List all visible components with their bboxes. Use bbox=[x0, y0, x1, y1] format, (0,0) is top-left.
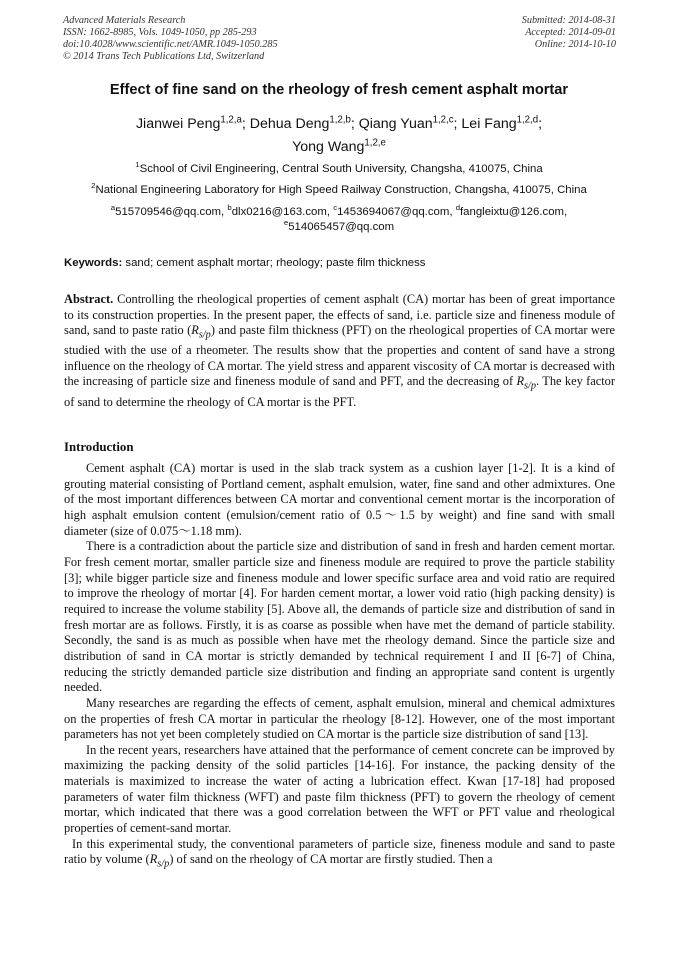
submitted-date: Submitted: 2014-08-31 bbox=[521, 15, 616, 26]
paragraph: In the recent years, researchers have attained that the performance of cement concrete can be improved by maximizing the packing density of the solid particles [14-16]. For instance, the packing density of the materials is maximized to increase the water of acting a lubrication effect. Kwan [17-18] had proposed parameters of water film thickness (WFT) and paste film thickness (PFT) to govern the rheology of cement mortar, which indicated that there was a good correlation between the WFT or PFT value and rheological properties of cement-sand mortar. bbox=[64, 742, 615, 836]
email-address: fangleixtu@126.com bbox=[460, 206, 565, 218]
email-sup: c bbox=[333, 203, 338, 213]
abstract bbox=[64, 292, 615, 410]
rsp-subscript: s/p bbox=[524, 380, 537, 392]
paragraph bbox=[64, 837, 615, 873]
introduction-body bbox=[64, 461, 615, 873]
author-sup: 1,2,d bbox=[516, 114, 539, 126]
abstract-text-3: . The key factor of sand to determine the rheology of CA mortar is the PFT. bbox=[64, 374, 615, 409]
paragraph: Cement asphalt (CA) mortar is used in the slab track system as a cushion layer [1-2]. It is a kind of grouting material consisting of Portland cement, asphalt emulsion, water, fine sand and other admixtures. One of the most important differences between CA mortar and conventional cement mortar is the incorporation of high asphalt emulsion content (emulsion/cement ratio of 0.5～1.5 by weight) and fine sand with small diameter (size of 0.075～1.18 mm). bbox=[64, 461, 615, 538]
accepted-date: Accepted: 2014-09-01 bbox=[525, 27, 616, 38]
author-name: Jianwei Peng bbox=[135, 116, 221, 132]
rsp-subscript: s/p bbox=[198, 329, 211, 341]
section-heading-introduction: Introduction bbox=[64, 440, 134, 454]
author-sup: 1,2,a bbox=[220, 114, 242, 126]
author-list: Jianwei Peng$^{1,2,a}$; Dehua Deng$^{1,2,b}$; Qiang Yuan$^{1,2,c}$; Lei Fang$^{1,2,d}$; Yong Wang$^{1,2,e}$ bbox=[135, 114, 543, 155]
abstract-text-1: Controlling the rheological properties of cement asphalt (CA) mortar has been of great importance to its construction properties. In the present paper, the effects of sand, i.e. particle size and fineness module of sand, sand to paste ratio ( bbox=[64, 292, 615, 338]
keywords-label: Keywords: bbox=[64, 257, 123, 269]
keywords-text: sand; cement asphalt mortar; rheology; paste film thickness bbox=[125, 257, 426, 269]
email-address: 515709546@qq.com bbox=[115, 206, 222, 218]
doi-line: doi:10.4028/www.scientific.net/AMR.1049-1050.285 bbox=[63, 39, 278, 50]
author-name: Qiang Yuan bbox=[358, 116, 433, 132]
email-sup: a bbox=[110, 203, 116, 213]
abstract-label: Abstract. bbox=[64, 292, 114, 306]
email-address: 1453694067@qq.com bbox=[337, 206, 450, 218]
paragraph-text: In this experimental study, the conventional parameters of particle size, fineness module and sand to paste ratio by volume ( bbox=[64, 836, 615, 867]
affiliation-2 bbox=[0, 181, 678, 196]
keywords bbox=[64, 257, 426, 269]
author-name: Dehua Deng bbox=[249, 116, 330, 132]
rsp-subscript: s/p bbox=[157, 858, 170, 870]
email-list: $^a$515709546@qq.com, $^b$dlx0216@163.com, $^c$1453694067@qq.com, $^d$fangleixtu@126.com, $^e$514065457@qq.com bbox=[110, 203, 568, 233]
journal-name: Advanced Materials Research bbox=[63, 15, 186, 26]
paragraph-text: ) of sand on the rheology of CA mortar are firstly studied. Then a bbox=[169, 852, 493, 867]
author-sup: 1,2,c bbox=[432, 114, 454, 126]
email-sup: d bbox=[455, 203, 460, 213]
rsp-variable: R bbox=[191, 323, 199, 338]
email-sup: e bbox=[283, 218, 289, 228]
email-address: 514065457@qq.com bbox=[288, 221, 395, 233]
affiliation-1 bbox=[0, 160, 678, 175]
paragraph: There is a contradiction about the particle size and distribution of sand in fresh and harden cement mortar. For fresh cement mortar, smaller particle size and fineness module are required to prove the particle stability [3]; while bigger particle size and fineness module and lower specific surface area and void ratio are required to improve the rheology of mortar [4]. For harden cement mortar, a lower void ratio (high packing density) is required to increase the volume stability [5]. Above all, the demands of particle size and distribution of sand in fresh mortar are as follows. Firstly, it is as coarse as possible when have met the demand of particle stability. Secondly, the sand is as much as possible when have met the rheology demand. Since the particle size and distribution of sand in CA mortar is strictly demanded by technical requirement I and II [6-7] of China, reducing the strictly demanded particle size distribution and finding an appropriate sand content is urgently needed. bbox=[64, 539, 615, 695]
journal-header-right bbox=[522, 15, 616, 51]
journal-header-left bbox=[63, 15, 278, 63]
email-address: dlx0216@163.com bbox=[231, 206, 327, 218]
author-sup: 1,2,b bbox=[329, 114, 351, 126]
affiliation-sup: 2 bbox=[91, 181, 96, 191]
affiliation-text: School of Civil Engineering, Central South University, Changsha, 410075, China bbox=[139, 163, 543, 175]
email-sup: b bbox=[227, 203, 232, 213]
issn-line: ISSN: 1662-8985, Vols. 1049-1050, pp 285-293 bbox=[63, 27, 257, 38]
author-sup: 1,2,e bbox=[364, 137, 386, 149]
paragraph: Many researches are regarding the effects of cement, asphalt emulsion, mineral and chemical admixtures on the properties of fresh CA mortar in particular the rheology [8-12]. However, one of the most important parameters has not yet been completely studied on CA mortar is the particle size distribution of sand [13]. bbox=[64, 695, 615, 742]
affiliation-text: National Engineering Laboratory for High Speed Railway Construction, Changsha, 410075, China bbox=[95, 184, 587, 196]
rsp-variable: R bbox=[149, 852, 158, 867]
author-name: Lei Fang bbox=[461, 116, 517, 132]
copyright-line: © 2014 Trans Tech Publications Ltd, Switzerland bbox=[63, 51, 265, 62]
rsp-variable: R bbox=[516, 374, 525, 389]
online-date: Online: 2014-10-10 bbox=[534, 39, 616, 50]
abstract-text-2: ) and paste film thickness (PFT) on the rheological properties of CA mortar were studied with the use of a rheometer. The results show that the properties and content of sand have a strong influence on the rheology of CA mortar. The yield stress and apparent viscosity of CA mortar is decreased with the increasing of particle size and fineness module of sand and PFT, and the decreasing of bbox=[64, 323, 615, 389]
author-name: Yong Wang bbox=[292, 139, 365, 155]
paper-title: Effect of fine sand on the rheology of fresh cement asphalt mortar bbox=[109, 82, 569, 98]
affiliation-sup: 1 bbox=[135, 160, 140, 170]
